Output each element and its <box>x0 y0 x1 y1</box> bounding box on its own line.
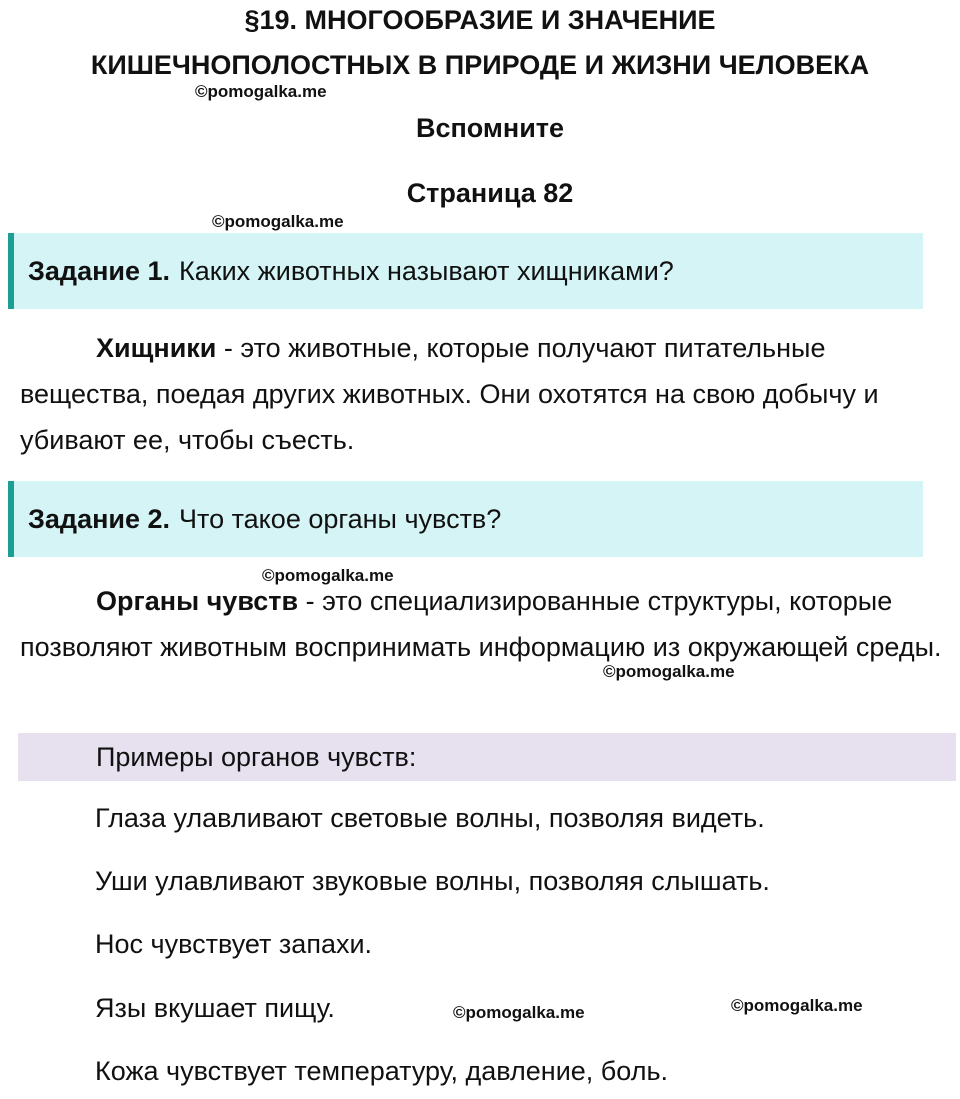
watermark: ©pomogalka.me <box>453 1003 585 1022</box>
task-1-banner <box>8 233 923 309</box>
examples-header: Примеры органов чувств: <box>96 741 417 772</box>
task-2-answer-term: Органы чувств <box>96 586 299 616</box>
page-title-line-1: §19. МНОГООБРАЗИЕ И ЗНАЧЕНИЕ <box>244 5 716 35</box>
watermark: ©pomogalka.me <box>195 82 327 101</box>
task-2-answer-text: - это специализированные структуры, которые позволяют животным воспринимать информацию из окружающей среды. <box>20 586 942 662</box>
watermark: ©pomogalka.me <box>603 662 735 681</box>
task-2-answer <box>20 578 950 670</box>
watermark: ©pomogalka.me <box>212 212 344 231</box>
examples-header-bar <box>18 733 956 781</box>
example-item-nose: Нос чувствует запахи. <box>95 929 373 959</box>
task-1-answer-text: - это животные, которые получают питательные вещества, поедая других животных. Они охотятся на свою добычу и убивают ее, чтобы съесть. <box>20 333 879 455</box>
example-item-skin: Кожа чувствует температуру, давление, боль. <box>95 1056 669 1086</box>
page-title-line-2: КИШЕЧНОПОЛОСТНЫХ В ПРИРОДЕ И ЖИЗНИ ЧЕЛОВЕКА <box>90 50 870 80</box>
watermark: ©pomogalka.me <box>731 996 863 1015</box>
task-1-question: Каких животных называют хищниками? <box>179 255 674 286</box>
example-item-tongue: Язы вкушает пищу. <box>95 993 335 1023</box>
watermark: ©pomogalka.me <box>262 566 394 585</box>
task-2-label: Задание 2. <box>28 503 171 534</box>
example-item-ears: Уши улавливают звуковые волны, позволяя слышать. <box>95 866 770 896</box>
example-item-eyes: Глаза улавливают световые волны, позволяя видеть. <box>95 803 765 833</box>
task-2-question: Что такое органы чувств? <box>179 503 502 534</box>
page-number-heading: Страница 82 <box>406 178 574 208</box>
task-2-banner <box>8 481 923 557</box>
task-1-answer <box>20 325 950 463</box>
task-1-answer-term: Хищники <box>96 333 217 363</box>
task-1-label: Задание 1. <box>28 255 171 286</box>
section-heading: Вспомните <box>415 113 565 143</box>
